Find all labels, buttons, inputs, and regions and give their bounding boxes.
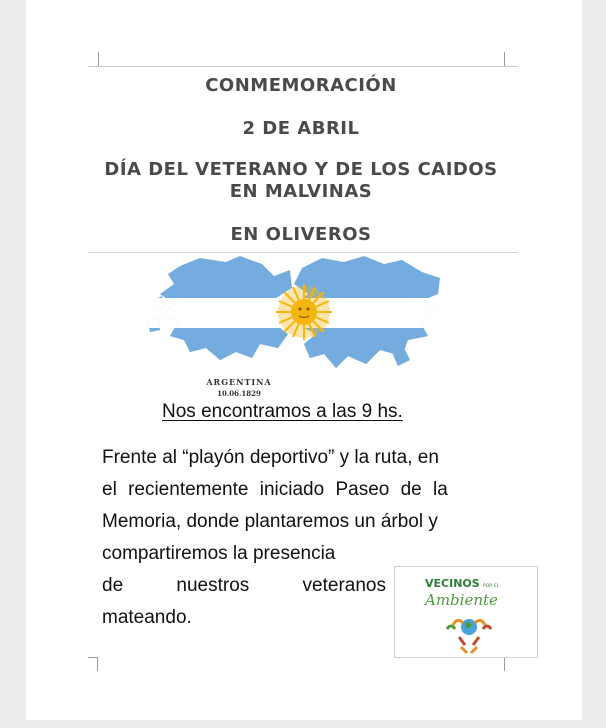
body-word-nuestros: nuestros: [176, 575, 250, 596]
body-line-4: compartiremos la presencia: [102, 543, 336, 564]
sun-of-may-icon: [276, 284, 332, 340]
body-word-veteranos: veteranos: [302, 575, 386, 596]
heading-en-malvinas: EN MALVINAS: [229, 181, 373, 202]
margin-mark-bottom-right: [504, 657, 505, 671]
map-caption-date: 10.06.1829: [217, 389, 261, 398]
margin-mark-top-right: [504, 52, 505, 66]
margin-mark-bottom-left: [88, 657, 98, 671]
document-page: [26, 0, 582, 720]
heading-en-oliveros: EN OLIVEROS: [230, 224, 372, 245]
vecinos-por-el-ambiente-logo: [394, 566, 538, 658]
body-line-2: el recientemente iniciado Paseo de la: [102, 479, 448, 500]
logo-word-vecinos: VECINOS: [425, 577, 480, 590]
flag-stripe-bottom: [140, 328, 452, 400]
body-line-5: [102, 570, 386, 602]
meeting-time: Nos encontramos a las 9 hs.: [162, 401, 403, 422]
malvinas-flag-map: [140, 248, 452, 400]
map-caption-country: ARGENTINA: [206, 377, 272, 387]
body-word-de: de: [102, 575, 124, 596]
margin-rule-top: [88, 66, 518, 67]
margin-mark-top-left: [98, 52, 99, 66]
logo-graphic: [395, 567, 539, 659]
logo-word-ambiente: Ambiente: [425, 591, 498, 609]
logo-word-por-el: POR EL: [483, 584, 500, 589]
body-line-1: Frente al “playón deportivo” y la ruta, en: [102, 447, 439, 468]
globe-hands-icon: [447, 619, 491, 653]
heading-conmemoracion: CONMEMORACIÓN: [205, 75, 397, 96]
body-line-6: mateando.: [102, 607, 192, 628]
heading-date: 2 DE ABRIL: [242, 118, 360, 139]
heading-dia-del-veterano: DÍA DEL VETERANO Y DE LOS CAIDOS: [104, 159, 498, 180]
body-line-3: Memoria, donde plantaremos un árbol y: [102, 511, 438, 532]
